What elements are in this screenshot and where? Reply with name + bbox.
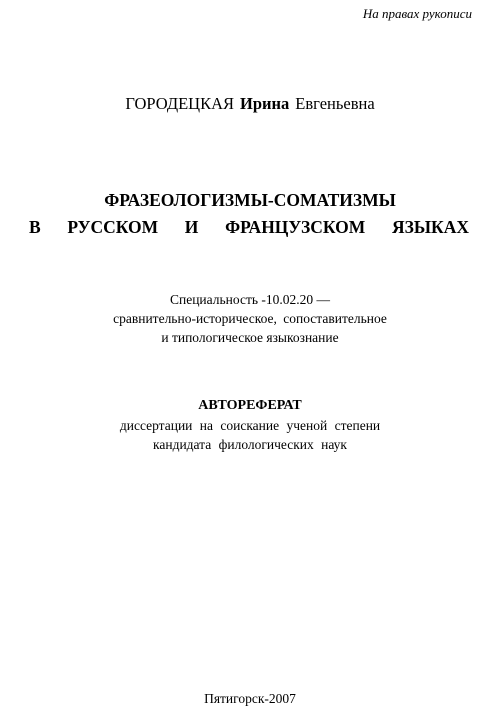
city-year: Пятигорск-2007 [204,691,296,706]
specialty-line-3: и типологическое языкознание [161,330,339,345]
author-name [0,94,500,114]
abstract-label: АВТОРЕФЕРАТ [198,398,302,413]
author-patronymic: Евгеньевна [295,94,375,113]
abstract-description-line-1: диссертации на соискание ученой степени [119,418,381,433]
document-title-line-1: ФРАЗЕОЛОГИЗМЫ-СОМАТИЗМЫ [104,190,396,210]
abstract-description-line-2: кандидата филологических наук [153,437,347,452]
specialty-line-2: сравнительно-историческое, сопоставительное [113,311,387,326]
author-surname: ГОРОДЕЦКАЯ [125,94,235,113]
author-given-name: Ирина [240,94,290,113]
specialty-line-1: Специальность -10.02.20 — [169,292,331,307]
document-title-line-2: В РУССКОМ И ФРАНЦУЗСКОМ ЯЗЫКАХ [29,217,469,237]
manuscript-note: На правах рукописи [362,6,472,21]
